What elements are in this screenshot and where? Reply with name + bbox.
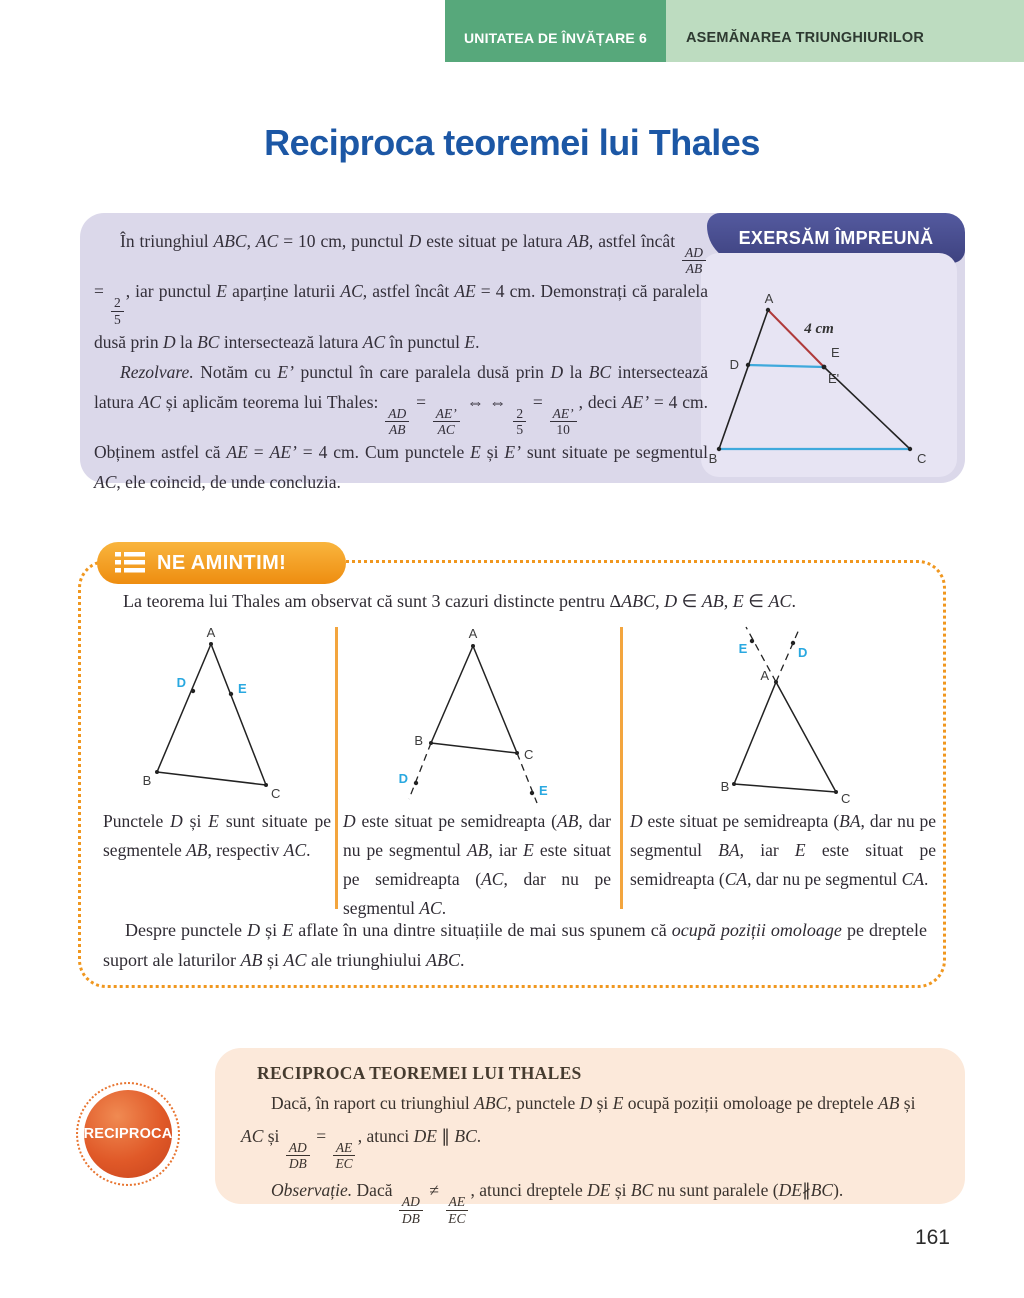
ne-amintim-box <box>78 551 946 988</box>
theorem-statement: Dacă, în raport cu triunghiul ABC, punctele D și E ocupă poziții omoloage pe dreptele AB și AC și $\frac{AD}{DB}$ = $\frac{AE}{EC}$ , atunci DE ∥ BC. <box>241 1093 916 1172</box>
theorem-observation: Observație. Dacă $\frac{AD}{DB}$ ≠ $\frac{AE}{EC}$ , atunci dreptele DE și BC nu sunt paralele (DE∦BC). <box>271 1180 844 1226</box>
case3-figure <box>701 619 951 809</box>
ne-amintim-badge-label: NE AMINTIM! <box>157 551 287 574</box>
case-divider <box>620 627 623 909</box>
reciproca-badge <box>76 1082 180 1186</box>
vertex-label: E <box>238 681 247 696</box>
vertex-label: E <box>831 345 840 360</box>
vertex-label: C <box>271 786 281 801</box>
exersam-impreuna-badge: EXERSĂM ÎMPREUNĂ <box>707 213 965 263</box>
vertex-label: B <box>142 773 152 788</box>
exersam-diagram-panel <box>701 253 957 477</box>
ne-amintim-badge <box>97 542 346 584</box>
vertex-label: A <box>764 291 774 306</box>
list-icon <box>115 551 145 575</box>
vertex-label: A <box>206 625 216 640</box>
vertex-label: D <box>398 771 408 786</box>
case2-caption: D este situat pe semidreapta (AB, dar nu pe segmentul AB, iar E este situat pe semidreapta (AC, dar nu pe segmentul AC. <box>343 811 611 918</box>
vertex-label: C <box>841 791 851 806</box>
vertex-label: D <box>798 645 808 660</box>
exersam-problem-text <box>94 226 708 497</box>
page-title: Reciproca teoremei lui Thales <box>264 122 760 163</box>
vertex-label: B <box>414 733 423 748</box>
case3-caption: D este situat pe semidreapta (BA, dar nu pe segmentul BA, iar E este situat pe semidreapta (CA, dar nu pe segmentul CA. <box>630 811 936 889</box>
chapter-banner <box>666 0 1024 62</box>
vertex-label: E' <box>828 371 840 386</box>
cases-summary: Despre punctele D și E aflate în una dintre situațiile de mai sus spunem că ocupă poziții omoloage pe dreptele suport ale laturilor AB și AC ale triunghiului ABC. <box>103 920 927 970</box>
unit-banner-label: UNITATEA DE ÎNVĂȚARE 6 <box>463 30 648 46</box>
vertex-label: A <box>760 668 769 683</box>
vertex-label: B <box>720 779 730 794</box>
vertex-label: C <box>917 451 927 466</box>
measure-label: 4 cm <box>804 321 834 337</box>
chapter-banner-label: ASEMĂNAREA TRIUNGHIURILOR <box>686 30 925 46</box>
vertex-label: A <box>468 626 478 641</box>
vertex-label: B <box>708 451 718 466</box>
reciproca-theorem-box <box>215 1048 965 1226</box>
theorem-heading: RECIPROCA TEOREMEI LUI THALES <box>257 1063 582 1083</box>
page-number: 161 <box>914 1226 950 1249</box>
vertex-label: E <box>738 641 748 656</box>
unit-banner <box>445 0 666 62</box>
reciproca-badge-label: RECIPROCA <box>84 1090 172 1178</box>
problem-solution: Rezolvare. Notăm cu E’ punctul în care paralela dusă prin D la BC intersectează latura AC și aplicăm teorema lui Thales: $\frac{AD}{AB}$ = $\frac{AE’}{AC}$ ⇔ ⇔ $\frac{2}{5}$ = $\frac{AE’}{10}$ , deci AE’ = 4 cm. Obținem astfel că AE = AE’ = 4 cm. Cum punctele E și E’ sunt situate pe segmentul AC, ele coincid, de unde concluzia. <box>94 361 708 493</box>
exersam-impreuna-box <box>80 213 965 493</box>
case1-caption: Punctele D și E sunt situate pe segmentele AB, respectiv AC. <box>103 811 331 860</box>
vertex-label: C <box>524 747 534 762</box>
vertex-label: D <box>729 357 739 372</box>
case2-figure <box>331 623 611 808</box>
problem-statement: În triunghiul ABC, AC = 10 cm, punctul D este situat pe latura AB, astfel încât $\frac{AD}{AB}$ = $\frac{2}{5}$ , iar punctul E aparține laturii AC, astfel încât AE = 4 cm. Demonstrați că paralela dusă prin D la BC intersectează latura AC în punctul E. <box>94 231 709 352</box>
vertex-label: E <box>539 783 548 798</box>
cases-intro: La teorema lui Thales am observat că sunt 3 cazuri distincte pentru ΔABC, D ∈ AB, E ∈ AC. <box>123 591 796 611</box>
thales-problem-figure <box>701 253 957 477</box>
case1-figure <box>101 625 326 805</box>
vertex-label: D <box>176 675 186 690</box>
